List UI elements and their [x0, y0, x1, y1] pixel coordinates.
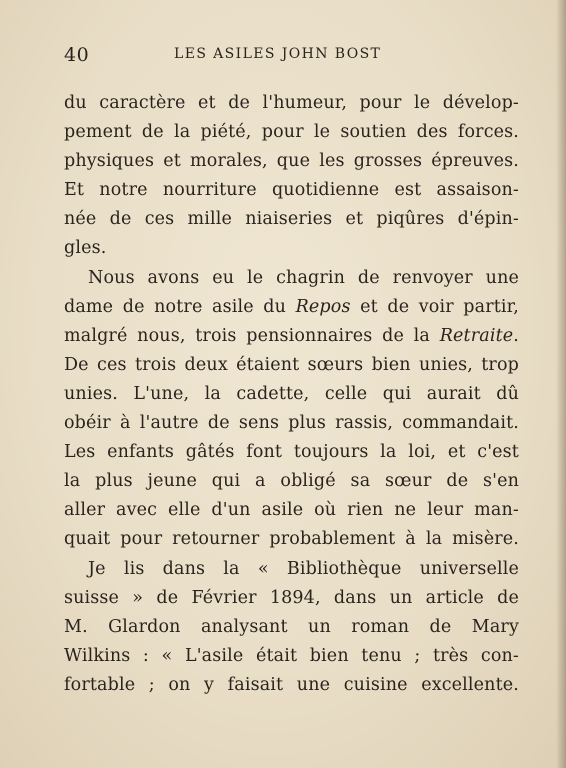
- text-line: du caractère et de l'humeur, pour le dévelop-: [64, 93, 519, 113]
- text-line: aller avec elle d'un asile où rien ne leur man-: [64, 500, 519, 521]
- text-line: fortable ; on y faisait une cuisine excellente.: [64, 674, 519, 695]
- running-title: LES ASILES JOHN BOST: [174, 46, 382, 62]
- text-line: gles.: [64, 238, 107, 259]
- text-line: Nous avons eu le chagrin de renvoyer une: [88, 267, 519, 288]
- text-line: Wilkins : « L'asile était bien tenu ; très con-: [64, 645, 519, 666]
- text-line: Et notre nourriture quotidienne est assaison-: [64, 180, 519, 201]
- text-line: quait pour retourner probablement à la misère.: [64, 529, 519, 550]
- text-line: Je lis dans la « Bibliothèque universelle: [88, 558, 519, 579]
- body-text: [64, 89, 519, 700]
- page-edge-shadow: [556, 0, 566, 768]
- text-line: pement de la piété, pour le soutien des forces.: [64, 122, 519, 143]
- page-number: 40: [64, 44, 90, 66]
- text-line: la plus jeune qui a obligé sa sœur de s'en: [64, 471, 519, 492]
- italic-word: Repos: [295, 296, 351, 317]
- text-line: obéir à l'autre de sens plus rassis, commandait.: [64, 413, 519, 434]
- text-line: suisse » de Février 1894, dans un article de: [64, 587, 519, 608]
- text-line: unies. L'une, la cadette, celle qui aurait dû: [64, 383, 519, 404]
- text-line: dame de notre asile du Repos et de voir partir,: [64, 296, 519, 317]
- text-line: née de ces mille niaiseries et piqûres d'épin-: [64, 209, 519, 230]
- text-line: malgré nous, trois pensionnaires de la Retraite.: [64, 325, 519, 346]
- text-line: De ces trois deux étaient sœurs bien unies, trop: [64, 354, 519, 375]
- text-line: physiques et morales, que les grosses épreuves.: [64, 151, 519, 172]
- text-line: Les enfants gâtés font toujours la loi, et c'est: [64, 442, 519, 463]
- italic-word: Retraite: [439, 325, 514, 346]
- text-line: M. Glardon analysant un roman de Mary: [64, 616, 519, 637]
- running-head: [64, 44, 502, 66]
